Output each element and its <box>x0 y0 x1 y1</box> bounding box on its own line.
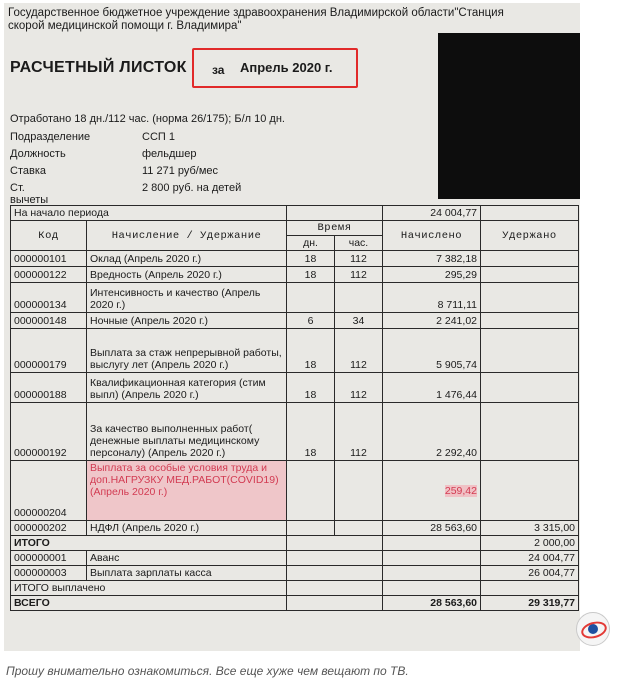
table-row-covid: 000000204 Выплата за особые условия труда и доп.НАГРУЗКУ МЕД.РАБОТ(COVID19) (Апрель 2020 г.) 259,42 <box>11 461 579 521</box>
table-row: 000000001 Аванс 24 004,77 <box>11 551 579 566</box>
header-item: Начисление / Удержание <box>87 221 287 251</box>
header-hours: час. <box>335 236 383 251</box>
table-row-paid <box>11 581 579 596</box>
header-code: Код <box>11 221 87 251</box>
start-period-value: 24 004,77 <box>383 206 481 221</box>
org-line-2: скорой медицинской помощи г. Владимира" <box>8 20 242 32</box>
image-caption: Прошу внимательно ознакомиться. Все еще хуже чем вещают по ТВ. <box>6 664 409 678</box>
payslip-document: Государственное бюджетное учреждение здравоохранения Владимирской области"Станция скорой медицинской помощи г. Владимира" РАСЧЕТНЫЙ ЛИСТОК за Апрель 2020 г. Отработано 18 дн./112 час. (норма 26/175); Б/л 10 дн. Подразделение ССП 1 Должность фельдшер Ставка 11 271 руб/мес Ст. вычеты 2 800 руб. на детей На начало периода 24 004,77 Код Начисление / Удержание Время Начислено Удержано дн. час. 000000101 Оклад (Апрель 2020 г.) 18 112 7 382,18 000000122 Вредность (Апрель 2020 г.) 18 112 295,29 000000134 Интенсивность и качество (Апрель 2020 г.) 8 711,11 000000148 Ночные (Апрель 2020 г.) 6 34 2 241,02 000000179 Выплата за стаж непрерывной работы, выслугу лет (Апрель 2020 г.) 18 112 5 905,74 000000188 Квалификационная категория (стим выпл) (Апрель 2020 г.) 18 112 1 476,44 000000192 За качество выполненных работ( денежные выплаты медицинскому персоналу) (Апрель 2020 г.) 18 112 2 292,40 000000204 Выплата за особые условия труда и доп.НАГРУЗКУ МЕД.РАБОТ(COVID19) (Апрель 2020 г.) 259,42 000000202 НДФЛ (Апрель 2020 г.) 28 563,60 3 315,00 ИТОГО 2 000,00 000000001 Аванс 24 004,77 000000003 Выплата зарплаты касса 26 004,77 ИТОГО выплачено ВСЕГО 28 563,60 29 319,77 <box>4 3 580 651</box>
covid-amount-highlight: 259,42 <box>444 484 477 497</box>
table-row <box>11 206 579 221</box>
table-row: 000000179 Выплата за стаж непрерывной работы, выслугу лет (Апрель 2020 г.) 18 112 5 905,74 <box>11 329 579 373</box>
payslip-table <box>10 205 579 611</box>
organization-name <box>8 7 578 33</box>
worked-summary: Отработано 18 дн./112 час. (норма 26/175); Б/л 10 дн. <box>10 113 285 125</box>
period-prefix: за <box>212 63 225 77</box>
header-days: дн. <box>287 236 335 251</box>
table-row: 000000202 НДФЛ (Апрель 2020 г.) 28 563,60 3 315,00 <box>11 521 579 536</box>
table-row: 000000003 Выплата зарплаты касса 26 004,77 <box>11 566 579 581</box>
document-title: РАСЧЕТНЫЙ ЛИСТОК <box>10 59 187 76</box>
header-time: Время <box>287 221 383 236</box>
period-value: Апрель 2020 г. <box>240 60 333 75</box>
all-accrued: 28 563,60 <box>383 596 481 611</box>
table-row-all <box>11 596 579 611</box>
table-row: 000000192 За качество выполненных работ( денежные выплаты медицинскому персоналу) (Апрель 2020 г.) 18 112 2 292,40 <box>11 403 579 461</box>
start-period-label: На начало периода <box>11 206 287 221</box>
paid-label: ИТОГО выплачено <box>11 581 287 596</box>
all-label: ВСЕГО <box>11 596 287 611</box>
total-label: ИТОГО <box>11 536 287 551</box>
covid-payment-highlight: Выплата за особые условия труда и доп.НАГРУЗКУ МЕД.РАБОТ(COVID19) (Апрель 2020 г.) <box>87 461 287 521</box>
header-withheld: Удержано <box>481 221 579 251</box>
subtotal-accrued: 28 563,60 <box>383 521 481 536</box>
table-row-total <box>11 536 579 551</box>
redaction-block <box>438 33 580 199</box>
all-withheld: 29 319,77 <box>481 596 579 611</box>
table-row: 000000188 Квалификационная категория (стим выпл) (Апрель 2020 г.) 18 112 1 476,44 <box>11 373 579 403</box>
table-header-row <box>11 221 579 236</box>
org-line-1: Государственное бюджетное учреждение здравоохранения Владимирской области"Станция <box>8 7 504 19</box>
total-withheld: 2 000,00 <box>481 536 579 551</box>
table-row: 000000122 Вредность (Апрель 2020 г.) 18 112 295,29 <box>11 267 579 283</box>
header-accrued: Начислено <box>383 221 481 251</box>
table-row: 000000148 Ночные (Апрель 2020 г.) 6 34 2 241,02 <box>11 313 579 329</box>
table-row: 000000101 Оклад (Апрель 2020 г.) 18 112 7 382,18 <box>11 251 579 267</box>
table-row: 000000134 Интенсивность и качество (Апрель 2020 г.) 8 711,11 <box>11 283 579 313</box>
site-logo-icon <box>576 612 610 646</box>
